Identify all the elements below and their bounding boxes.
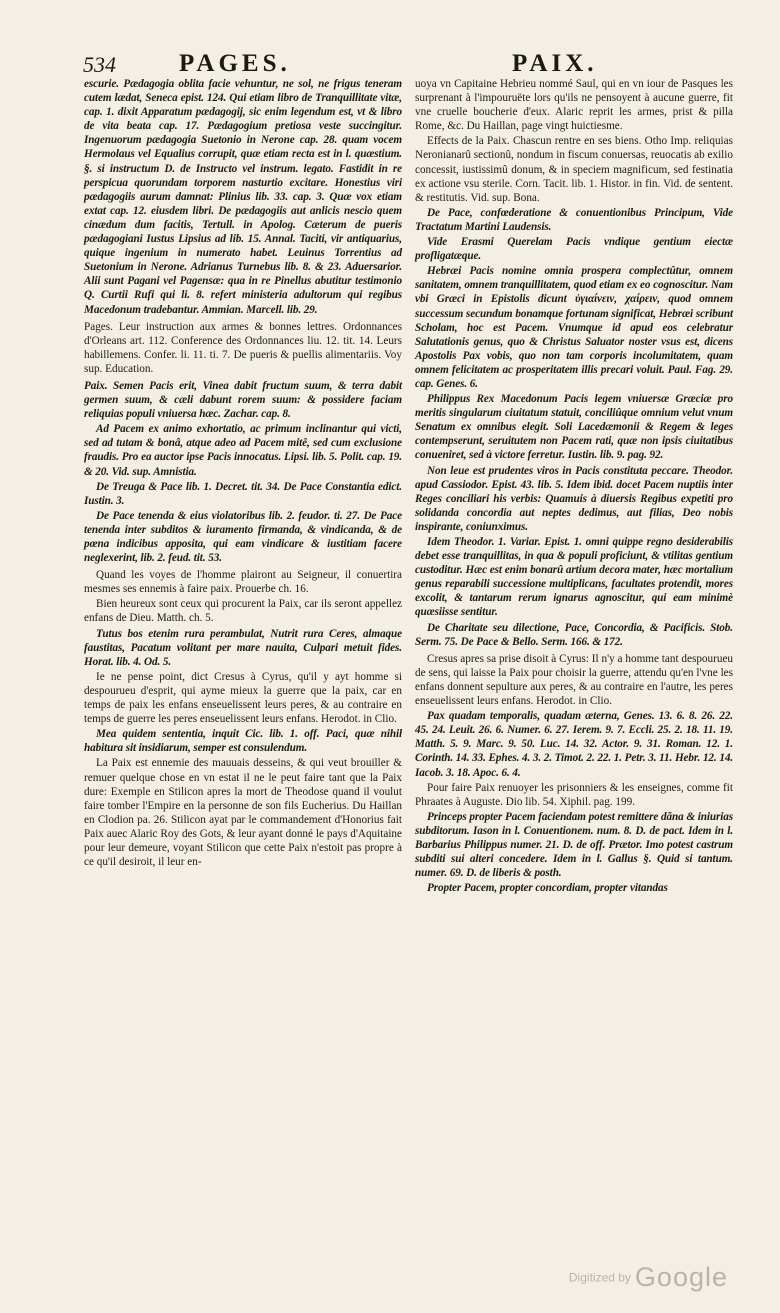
paragraph: La Paix est ennemie des mauuais desseins, & qui veut brouiller & remuer quelque chose en vn estat il ne le peut faire tant que la Paix dure: Exemple en Stilicon apres la mort de Theodose quand il voulut faire tomber l'Empire en la personne de son fils Eucherius. Du Haillan en Clodion pa. 26. Stilicon ayat par le commandement d'Honorius fait Paix auec Alaric Roy des Gots, & leur ayant donné le pays d'Aquitaine pour leur demeure, voyant Stilicon que cette Paix n'estoit pas propre à ce qu'il desiroit, il leur en- <box>84 757 402 869</box>
paragraph: Philippus Rex Macedonum Pacis legem vniuersæ Græciæ pro meritis singularum ciuitatum statuit, conciliûque omnium velut vnum Senatum ex omnibus elegit. Soli Lacedæmonii & Regem & leges contempserunt, seruitutem non Pacem rati, quæ non ipsis ciuitatibus conueniret, sed à victore ferretur. Iustin. lib. 9. pag. 92. <box>415 393 733 462</box>
watermark-brand: Google <box>634 1262 728 1292</box>
paragraph: Effects de la Paix. Chascun rentre en ses biens. Otho Imp. reliquias Neronianarû sectionû, nondum in fiscum conuersas, reuocatis ab exilio concessit, iustissimû donum, & in speciem magnificum, sed festinatia ex actione vsu sterile. Corn. Tacit. lib. 1. Histor. in fin. Vid. de sentent. & restitutis. Vid. sup. Bona. <box>415 135 733 204</box>
paragraph: Ad Pacem ex animo exhortatio, ac primum inclinantur qui victi, sed ad tutam & bonâ, atque adeo ad Pacem mitê, sed cum exclusione fraudis. Pro ea auctor ipse Pacis innocatus. Lipsi. lib. 5. Polit. cap. 19. & 20. Vid. sup. Amnistia. <box>84 423 402 478</box>
paragraph: Vide Erasmi Querelam Pacis vndique gentium eiectæ profligatæque. <box>415 236 733 263</box>
left-column <box>84 77 402 870</box>
paragraph: Pour faire Paix renuoyer les prisonniers & les enseignes, comme fit Phraates à Auguste. Dio lib. 54. Xiphil. pag. 199. <box>415 781 733 808</box>
paragraph: Ie ne pense point, dict Cresus à Cyrus, qu'il y ayt homme si despourueu d'esprit, qui ayme mieux la guerre que la paix, car en temps de paix les enfans enseuelissent leurs peres, & au contraire en temps de guerre les peres enseuelissent leurs enfans. Herodot. in Clio. <box>84 670 402 726</box>
paragraph: Bien heureux sont ceux qui procurent la Paix, car ils seront appellez enfans de Dieu. Matth. ch. 5. <box>84 598 402 625</box>
paragraph: Propter Pacem, propter concordiam, propter vitandas <box>427 882 668 895</box>
paragraph: Quand les voyes de l'homme plairont au Seigneur, il conuertira mesmes ses ennemis à faire paix. Prouerbe ch. 16. <box>84 569 402 596</box>
paragraph: De Pace tenenda & eius violatoribus lib. 2. feudor. ti. 27. De Pace tenenda inter subditos & iuramento firmanda, & vindicanda, & de pœna indicibus apposita, qui eam vindicare & iustitiam facere neglexerint, lib. 2. feud. tit. 53. <box>84 509 402 565</box>
paragraph: escurie. Pædagogia oblita facie vehuntur, ne sol, ne frigus teneram cutem lædat, Seneca epist. 124. Qui etiam libro de Tranquillitate vitæ, cap. 1. dixit Apparatum pædagogij, sic enim legendum est, vt & libro de vita beata cap. 17. Pædagogium pretiosa veste succingitur. Ingenuorum pædagogia Suetonio in Nerone cap. 28. quam vocem Hermolaus vel Equalius corrupit, quæ etiam recta est in l. quæstium. §. si instructum D. de Instructo vel instrum. legato. Fastidit in re perspicua quorundam torporem nasturtio excitare. Honestius viri pædagogiis aurum damnat: Plinius lib. 33. cap. 3. Quæ vox etiam extat cap. 12. eiusdem libri. De pædagogiis aut anlicis nescio quem cinædum dum facitis, Tertull. in Apolog. Cæterum de pueris pædagogiani Iustus Lipsius ad lib. 15. Annal. Taciti, vir antiquarius, quique ingenium in numerato habet. Leuinus Torrentius ad Suetonium in Nerone. Adrianus Turnebus lib. 8. & 23. Aduersarior. Alii sunt Pagani vel Pagensæ: qua in re Pinellus abutitur testimonio Q. Curtii Rufi qui li. 8. refert ministeria adultorum qui regibus Macedonum tradebantur. Ammian. Marcell. lib. 29. <box>84 78 402 316</box>
paragraph: De Charitate seu dilectione, Pace, Concordia, & Pacificis. Stob. Serm. 75. De Pace & Bello. Serm. 166. & 172. <box>415 621 733 648</box>
watermark-prefix: Digitized by <box>568 1270 631 1285</box>
running-title-right: PAIX. <box>512 50 598 77</box>
paragraph: Hebræi Pacis nomine omnia prospera complectûtur, omnem sanitatem, omnem tranquillitatem, quod etiam ex eo cognoscitur. Nam vbi Græci in Epistolis dicunt ὑγιαίνειν, χαίρειν, quod omnem successum secundum bonamque fortunam significat, Hebræi scribunt Scholam, hoc est Pacem. Vnumque id apud eos celebratur Salutationis genus, quo & Christus Saluator noster vsus est, dicens Apostolis Pax vobis, quo non tam corporis incolumitatem, quam omnem felicitatem ac prosperitatem illis precari voluit. Paul. Fag. 29. cap. Genes. 6. <box>415 265 733 390</box>
paragraph: Cresus apres sa prise disoit à Cyrus: Il n'y a homme tant despourueu de sens, qui laisse la Paix pour choisir la guerre, attendu qu'en l'vne les enfans donnent sepulture aux peres, & au contraire en l'autre, les peres enseuelissent leurs enfans. Herodot. in Clio. <box>415 652 733 708</box>
right-column <box>415 77 733 896</box>
paragraph: Idem Theodor. 1. Variar. Epist. 1. omni quippe regno desiderabilis debet esse tranquillitas, in qua & populi proficiunt, & vtilitas gentium custoditur. Hæc est enim bonarû artium decora mater, hæc mortalium genus reparabili successione multiplicans, facultates protendit, mores excolit, & tantarum rerum ignarus agnoscitur, qui eam minimè quæsiisse sentitur. <box>415 536 733 619</box>
paragraph: Pax quadam temporalis, quadam æterna, Genes. 13. 6. 8. 26. 22. 45. 24. Leuit. 26. 6. Numer. 6. 27. Ierem. 9. 7. Eccli. 25. 2. 18. 11. 19. Matth. 5. 9. Marc. 9. 50. Luc. 14. 32. Actor. 9. 31. Roman. 12. 1. Corinth. 14. 33. Ephes. 4. 3. 2. Timot. 2. 22. 1. Petr. 3. 11. Hebr. 12. 14. Iacob. 3. 18. Apoc. 6. 4. <box>415 710 734 779</box>
running-title-left: PAGES. <box>179 50 291 77</box>
paragraph: Pages. Leur instruction aux armes & bonnes lettres. Ordonnances d'Orleans art. 112. Conference des Ordonnances liu. 12. tit. 14. Leurs habillemens. Confer. li. 11. ti. 7. De pueris & puellis alimentariis. Voy sup. Education. <box>84 320 402 375</box>
paragraph: Non leue est prudentes viros in Pacis constituta peccare. Theodor. apud Cassiodor. Epist. 43. lib. 5. Idem ibid. docet Pacem nuptiis inter Reges conciliari his verbis: Quamuis à diuersis Regibus expetiti pro solidanda concordia aut neptes dedimus, aut filias, Deo nobis inspirante, coniunximus. <box>415 464 733 533</box>
paragraph: De Pace, confœderatione & conuentionibus Principum, Vide Tractatum Martini Laudensis. <box>415 206 733 233</box>
paragraph: Paix. Semen Pacis erit, Vinea dabit fructum suum, & terra dabit germen suum, & cæli dabunt rorem suum: & possidere faciam reliquias populi vniuersa hæc. Zachar. cap. 8. <box>84 379 402 421</box>
page-number: 534 <box>83 52 116 77</box>
paragraph: Princeps propter Pacem faciendam potest remittere dãna & iniurias subditorum. Iason in l. Conuentionem. num. 8. D. de pact. Idem in l. Barbarius Philippus numer. 21. D. de off. Prætor. Imo potest castrum subditi sui alteri concedere. Idem in l. Gallus §. Quid si tantum. numer. 69. D. de liberis & posth. <box>415 810 733 880</box>
paragraph: uoya vn Capitaine Hebrieu nommé Saul, qui en vn iour de Pasques les surprenant à l'impouruëte lors qu'ils ne pensoyent à aucune guerre, fit vne cruelle boucherie d'eux. Alaric reprit les armes, prist & pilla Rome, &c. Du Haillan, page vingt huictiesme. <box>415 78 733 133</box>
google-watermark <box>569 1262 728 1293</box>
paragraph: De Treuga & Pace lib. 1. Decret. tit. 34. De Pace Constantia edict. Iustin. 3. <box>84 480 402 507</box>
paragraph: Tutus bos etenim rura perambulat, Nutrit rura Ceres, almaque faustitas, Pacatum volitant per mare nauita, Culpari metuit fides. Horat. lib. 4. Od. 5. <box>84 627 402 668</box>
page-header <box>83 50 718 76</box>
paragraph: Mea quidem sententia, inquit Cic. lib. 1. off. Paci, quæ nihil habitura sit insidiarum, semper est consulendum. <box>84 728 402 755</box>
